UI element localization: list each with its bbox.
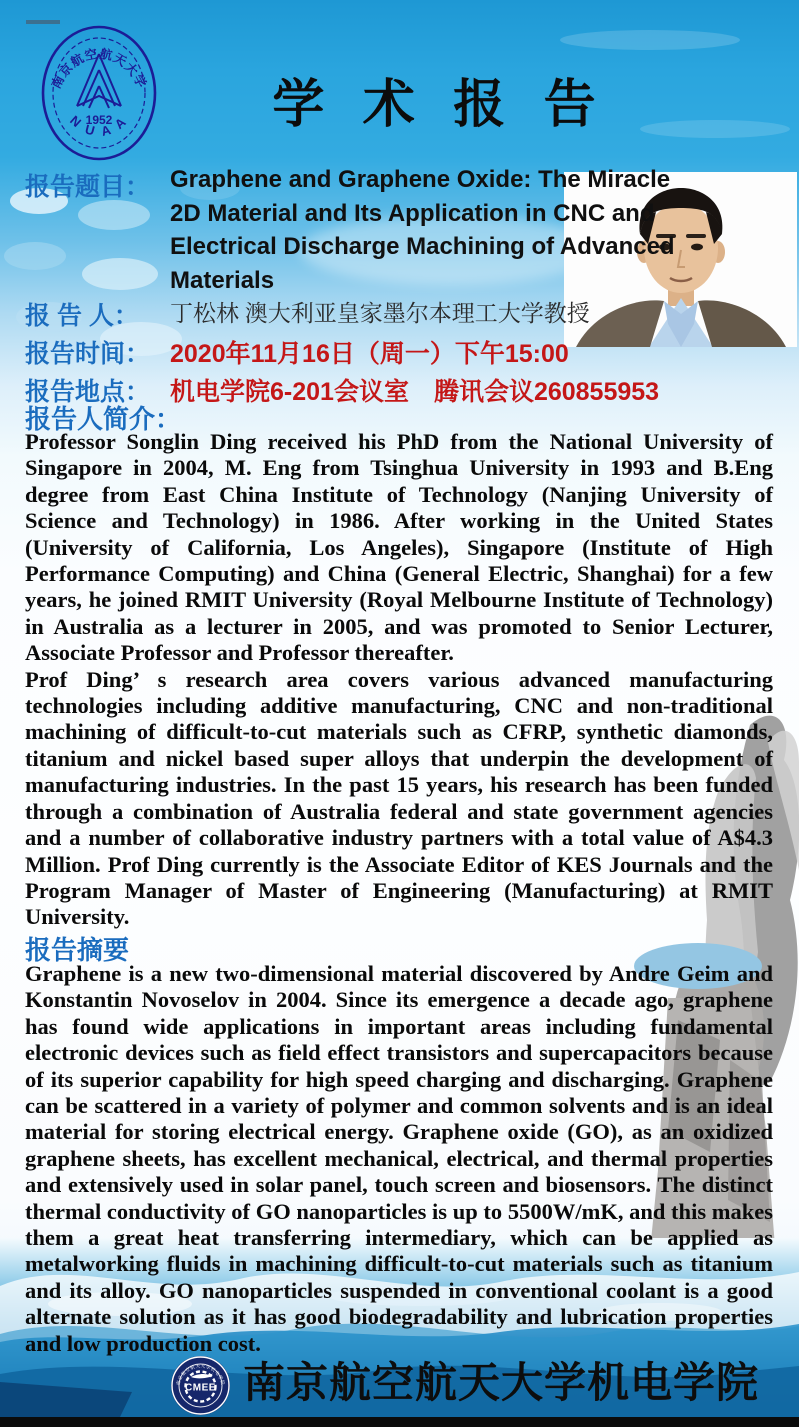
topic-label: 报告题目：	[25, 173, 151, 201]
seal-year: 1952	[85, 113, 113, 127]
seal-acronym: N U A A	[67, 112, 131, 140]
topic-line: Electrical Discharge Machining of Advanced	[170, 233, 675, 260]
abstract-heading: 报告摘要	[25, 935, 130, 965]
bio-paragraph: Professor Songlin Ding received his PhD from the National University of Singapore in 2004, M. Eng from Tsinghua University in 1993 and B.Eng degree from East China Institute of Technology (Nanjing University of Science and Technology) in 1986. After working in the United States (University of California, Los Angeles), Singapore (Institute of High Performance Computing) and China (General Electric, Shanghai) for a few years, he joined RMIT University (Royal Melbourne Institute of Technology) in Australia as a lecturer in 2005, and was promoted to Senior Lecturer, Associate Professor and Professor thereafter.	[25, 429, 773, 666]
topic-line: Materials	[170, 266, 275, 294]
bio-paragraph: Prof Ding’ s research area covers various advanced manufacturing technologies including additive manufacturing, CNC and non-traditional machining of difficult-to-cut materials such as CFRP, synthetic diamonds, titanium and nickel based super alloys that underpin the development of manufacturing industries. In the past 15 years, his research has been funded through a combination of Australia federal and state government agencies and a number of collaborative industry partners with a total value of A$4.3 Million. Prof Ding currently is the Associate Editor of KES Journals and the Program Manager of Master of Engineering (Manufacturing) at RMIT University.	[25, 666, 773, 930]
abstract-text: Graphene is a new two-dimensional material discovered by Andre Geim and Konstantin Novoselov in 2004. Since its emergence a decade ago, graphene has found wide applications in important areas including fundamental electronic devices such as field effect transistors and supercapacitors because of its superior capability for high speed charging and discharging. Graphene can be scattered in a variety of polymer and common solvents and is an ideal material for storing electrical energy. Graphene oxide (GO), as an oxidized graphene sheets, has excellent mechanical, electrical, and thermal properties and extensively used in solar panel, touch screen and biosensors. The distinct thermal conductivity of GO nanoparticles is up to 5500W/mK, and this makes them a great heat transferring intermediary, which can be applied as metalworking fluids in machining difficult-to-cut materials such as titanium and its alloy. GO nanoparticles suspended in conventional coolant is a good alternate solution as it has good biodegradability and lubrication properties and low production cost.	[25, 961, 773, 1356]
speaker-label: 报 告 人：	[25, 302, 139, 330]
nuaa-logo	[40, 24, 158, 162]
page-title: 学 术 报 告	[272, 76, 608, 134]
time-label: 报告时间：	[25, 340, 151, 368]
badge-arc-text: 南京航空航天大学机电学院	[175, 1363, 226, 1386]
pebble-shape	[82, 258, 158, 290]
bio-heading: 报告人简介：	[25, 404, 182, 434]
cloud-shape	[560, 30, 740, 50]
organizer-name: 南京航空航天大学机电学院	[243, 1361, 760, 1407]
cmee-logo	[170, 1355, 231, 1416]
badge-acronym: CMEE	[185, 1382, 216, 1394]
bottom-bar	[0, 1417, 799, 1427]
venue-value: 机电学院6-201会议室 腾讯会议260855953	[170, 378, 660, 406]
topic-value	[170, 163, 675, 297]
seal-university-name: 南京航空航天大学	[48, 46, 150, 91]
venue-label: 报告地点：	[25, 378, 151, 406]
svg-text:南京航空航天大学	[48, 46, 150, 91]
time-value: 2020年11月16日（周一）下午15:00	[170, 340, 569, 368]
pebble-shape	[78, 200, 150, 230]
topic-line: 2D Material and Its Application in CNC and	[170, 199, 655, 227]
speaker-value: 丁松林 澳大利亚皇家墨尔本理工大学教授	[170, 301, 590, 326]
bio-text	[25, 429, 773, 931]
topic-line: Graphene and Graphene Oxide: The Miracle	[170, 166, 671, 193]
pebble-shape	[4, 242, 66, 270]
